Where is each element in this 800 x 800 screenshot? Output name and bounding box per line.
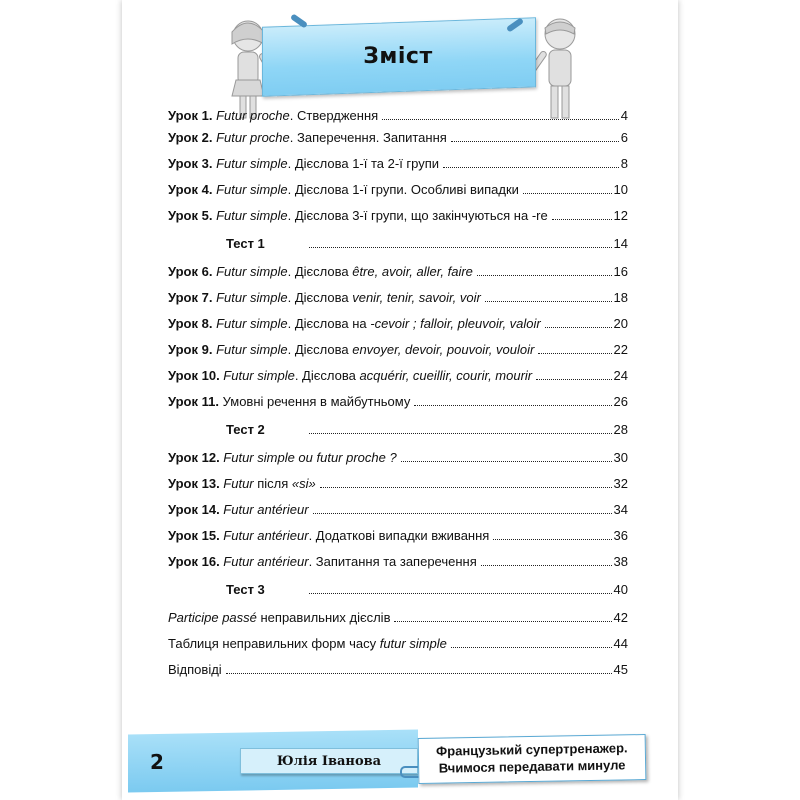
toc-test-row[interactable] — [168, 232, 628, 252]
toc-row[interactable] — [168, 446, 628, 466]
toc-row-label — [168, 636, 447, 652]
dot-leader — [443, 166, 619, 168]
toc-pre: Урок 11 — [168, 394, 216, 409]
dot-leader — [545, 326, 612, 328]
dot-leader — [320, 486, 612, 488]
dot-leader — [451, 140, 619, 142]
toc-row-label: Урок 14. Futur antérieur — [168, 502, 309, 517]
toc-title: Futur antérieur — [223, 554, 309, 569]
toc-plainRest: Відповіді — [168, 662, 222, 677]
toc-title: Futur simple — [216, 264, 288, 279]
toc-page-number: 26 — [613, 394, 628, 409]
toc-row[interactable] — [168, 472, 628, 492]
toc-row-label — [168, 236, 305, 252]
toc-rest: . Дієслова — [287, 264, 353, 279]
toc-rest: . Дієслова — [287, 290, 353, 305]
toc-page-number: 32 — [613, 476, 628, 491]
toc-page-number: 44 — [613, 636, 628, 651]
toc-row[interactable] — [168, 338, 628, 358]
toc-row-label — [168, 422, 305, 438]
page-number: 2 — [150, 750, 164, 774]
toc-plainItal: Participe passé — [168, 610, 257, 625]
toc-title: Futur simple — [216, 290, 288, 305]
dot-leader — [394, 620, 611, 622]
dot-leader — [552, 218, 612, 220]
toc-row-label: Урок 10. Futur simple. Дієслова acquérir, cueillir, courir, mourir — [168, 368, 533, 383]
toc-title: Futur simple — [216, 182, 288, 197]
toc-ital2: envoyer, devoir, pouvoir, vouloir — [352, 342, 535, 357]
toc-plainRest: неправильних дієслів — [256, 610, 391, 625]
toc-row[interactable] — [168, 104, 628, 124]
toc-rest: . Дієслова 3-ї групи, що закінчуються на -re — [287, 208, 548, 223]
toc-row-label: Урок 6. Futur simple. Дієслова être, avoir, aller, faire — [168, 264, 473, 279]
toc-page-number: 16 — [613, 264, 628, 279]
dot-leader — [493, 538, 611, 540]
toc-page-number: 38 — [613, 554, 628, 569]
toc-title: Futur — [223, 476, 254, 491]
toc-page-number: 10 — [613, 182, 628, 197]
toc-test: Тест 3 — [226, 582, 265, 597]
toc-rest: . Дієслова на — [287, 316, 371, 331]
toc-pre: Урок 2 — [168, 130, 209, 145]
toc-page-number: 28 — [613, 422, 628, 437]
toc-row[interactable] — [168, 312, 628, 332]
toc-row[interactable] — [168, 606, 628, 626]
toc-pre: Урок 16 — [168, 554, 217, 569]
toc-page-number: 24 — [613, 368, 628, 383]
toc-rest: . Дієслова 1-ї та 2-ї групи — [287, 156, 440, 171]
dot-leader — [309, 246, 612, 248]
toc-row[interactable] — [168, 390, 628, 410]
dot-leader — [414, 404, 611, 406]
toc-rest: . Заперечення. Запитання — [289, 130, 447, 145]
toc-row-label: Урок 7. Futur simple. Дієслова venir, tenir, savoir, voir — [168, 290, 481, 305]
dot-leader — [451, 646, 612, 648]
toc-pre: Урок 3 — [168, 156, 209, 171]
book-title-line2: Вчимося передавати минуле — [438, 757, 626, 776]
toc-row-label: Урок 12. Futur simple ou futur proche ? — [168, 450, 397, 465]
toc-plainItalEnd: futur simple — [379, 636, 447, 651]
toc-row-label — [168, 582, 305, 598]
toc-title: Futur proche — [216, 130, 290, 145]
dot-leader — [309, 592, 612, 594]
dot-leader — [401, 460, 612, 462]
toc-row-label — [168, 610, 390, 626]
toc-row[interactable] — [168, 260, 628, 280]
book-title-box — [418, 734, 647, 784]
toc-row[interactable] — [168, 364, 628, 384]
toc-title: Futur simple — [223, 368, 295, 383]
toc-test-row[interactable] — [168, 418, 628, 438]
dot-leader — [485, 300, 612, 302]
toc-rest: . Дієслова — [287, 342, 353, 357]
toc-row-label: Урок 8. Futur simple. Дієслова на -cevoir ; falloir, pleuvoir, valoir — [168, 316, 541, 331]
toc-rest: . Дієслова — [294, 368, 360, 383]
toc-title: Futur simple — [216, 316, 288, 331]
toc-title: Futur antérieur — [223, 502, 309, 517]
toc-page-number: 6 — [620, 130, 628, 145]
toc-page-number: 34 — [613, 502, 628, 517]
toc-row[interactable] — [168, 152, 628, 172]
toc-page-number: 12 — [613, 208, 628, 223]
toc-title: Futur simple — [216, 208, 288, 223]
toc-page-number: 14 — [613, 236, 628, 251]
toc-plainRest: Таблиця неправильних форм часу — [168, 636, 380, 651]
toc-ital2: «si» — [291, 476, 316, 491]
toc-pre: Урок 1 — [168, 108, 209, 123]
toc-page-number: 4 — [620, 108, 628, 123]
toc-row-label: Урок 16. Futur antérieur. Запитання та заперечення — [168, 554, 477, 569]
toc-pre: Урок 4 — [168, 182, 209, 197]
book-title-line1: Французький супертренажер. — [435, 740, 628, 759]
toc-row[interactable] — [168, 658, 628, 678]
toc-row[interactable] — [168, 550, 628, 570]
toc-pre: Урок 14 — [168, 502, 217, 517]
toc-page-number: 18 — [613, 290, 628, 305]
toc-pre: Урок 15 — [168, 528, 217, 543]
toc-row-label: Урок 15. Futur antérieur. Додаткові випадки вживання — [168, 528, 490, 543]
toc-rest: . Ствердження — [289, 108, 379, 123]
toc-pre: Урок 12 — [168, 450, 217, 465]
dot-leader — [538, 352, 611, 354]
toc-page-number: 42 — [613, 610, 628, 625]
dot-leader — [477, 274, 612, 276]
toc-row[interactable] — [168, 524, 628, 544]
toc-pre: Урок 6 — [168, 264, 209, 279]
toc-title: Futur antérieur — [223, 528, 309, 543]
toc-row[interactable] — [168, 498, 628, 518]
toc-page-number: 30 — [613, 450, 628, 465]
toc-page-number: 40 — [613, 582, 628, 597]
toc-row[interactable] — [168, 632, 628, 652]
toc-page-number: 36 — [613, 528, 628, 543]
toc-row-label: Урок 1. Futur proche. Ствердження — [168, 108, 379, 123]
toc-row[interactable] — [168, 204, 628, 224]
toc-rest: . Дієслова 1-ї групи. Особливі випадки — [287, 182, 519, 197]
toc-title: Futur proche — [216, 108, 290, 123]
dot-leader — [536, 378, 611, 380]
toc-title: Futur simple — [216, 156, 288, 171]
toc-ital2: -cevoir ; falloir, pleuvoir, valoir — [370, 316, 541, 331]
toc-rest: Умовні речення в майбутньому — [222, 394, 411, 409]
dot-leader — [382, 118, 619, 120]
toc-row[interactable] — [168, 178, 628, 198]
toc-test: Тест 1 — [226, 236, 265, 251]
toc-pre: Урок 10 — [168, 368, 217, 383]
toc-rest: . Додаткові випадки вживання — [308, 528, 490, 543]
toc-row-label: Урок 3. Futur simple. Дієслова 1-ї та 2-ї групи — [168, 156, 440, 171]
toc-row[interactable] — [168, 126, 628, 146]
dot-leader — [226, 672, 612, 674]
toc-pre: Урок 7 — [168, 290, 209, 305]
toc-ital2: acquérir, cueillir, courir, mourir — [359, 368, 533, 383]
toc-row-label: Урок 4. Futur simple. Дієслова 1-ї групи. Особливі випадки — [168, 182, 519, 197]
toc-row[interactable] — [168, 286, 628, 306]
toc-pre: Урок 9 — [168, 342, 209, 357]
toc-page-number: 8 — [620, 156, 628, 171]
toc-page-number: 45 — [613, 662, 628, 677]
page-title: Зміст — [363, 44, 433, 69]
toc-row-label: Урок 5. Futur simple. Дієслова 3-ї групи, що закінчуються на -re — [168, 208, 548, 223]
dot-leader — [523, 192, 612, 194]
toc-row-label: Урок 9. Futur simple. Дієслова envoyer, devoir, pouvoir, vouloir — [168, 342, 535, 357]
toc-row-label: Урок 11. Умовні речення в майбутньому — [168, 394, 411, 409]
toc-pre: Урок 5 — [168, 208, 209, 223]
toc-ital2: venir, tenir, savoir, voir — [352, 290, 481, 305]
toc-title: Futur simple — [216, 342, 288, 357]
toc-test: Тест 2 — [226, 422, 265, 437]
author-label: Юлія Іванова — [240, 748, 418, 774]
toc-title: Futur simple ou futur proche ? — [223, 450, 397, 465]
toc-row-label: Урок 2. Futur proche. Заперечення. Запитання — [168, 130, 447, 145]
toc-rest: . Запитання та заперечення — [308, 554, 477, 569]
toc-test-row[interactable] — [168, 578, 628, 598]
toc-page-number: 22 — [613, 342, 628, 357]
toc-rest: після — [253, 476, 292, 491]
toc-pre: Урок 8 — [168, 316, 209, 331]
toc-row-label — [168, 662, 222, 678]
toc-pre: Урок 13 — [168, 476, 217, 491]
toc-row-label: Урок 13. Futur після «si» — [168, 476, 316, 491]
dot-leader — [309, 432, 612, 434]
toc-page-number: 20 — [613, 316, 628, 331]
dot-leader — [481, 564, 612, 566]
dot-leader — [313, 512, 612, 514]
toc-ital2: être, avoir, aller, faire — [352, 264, 473, 279]
